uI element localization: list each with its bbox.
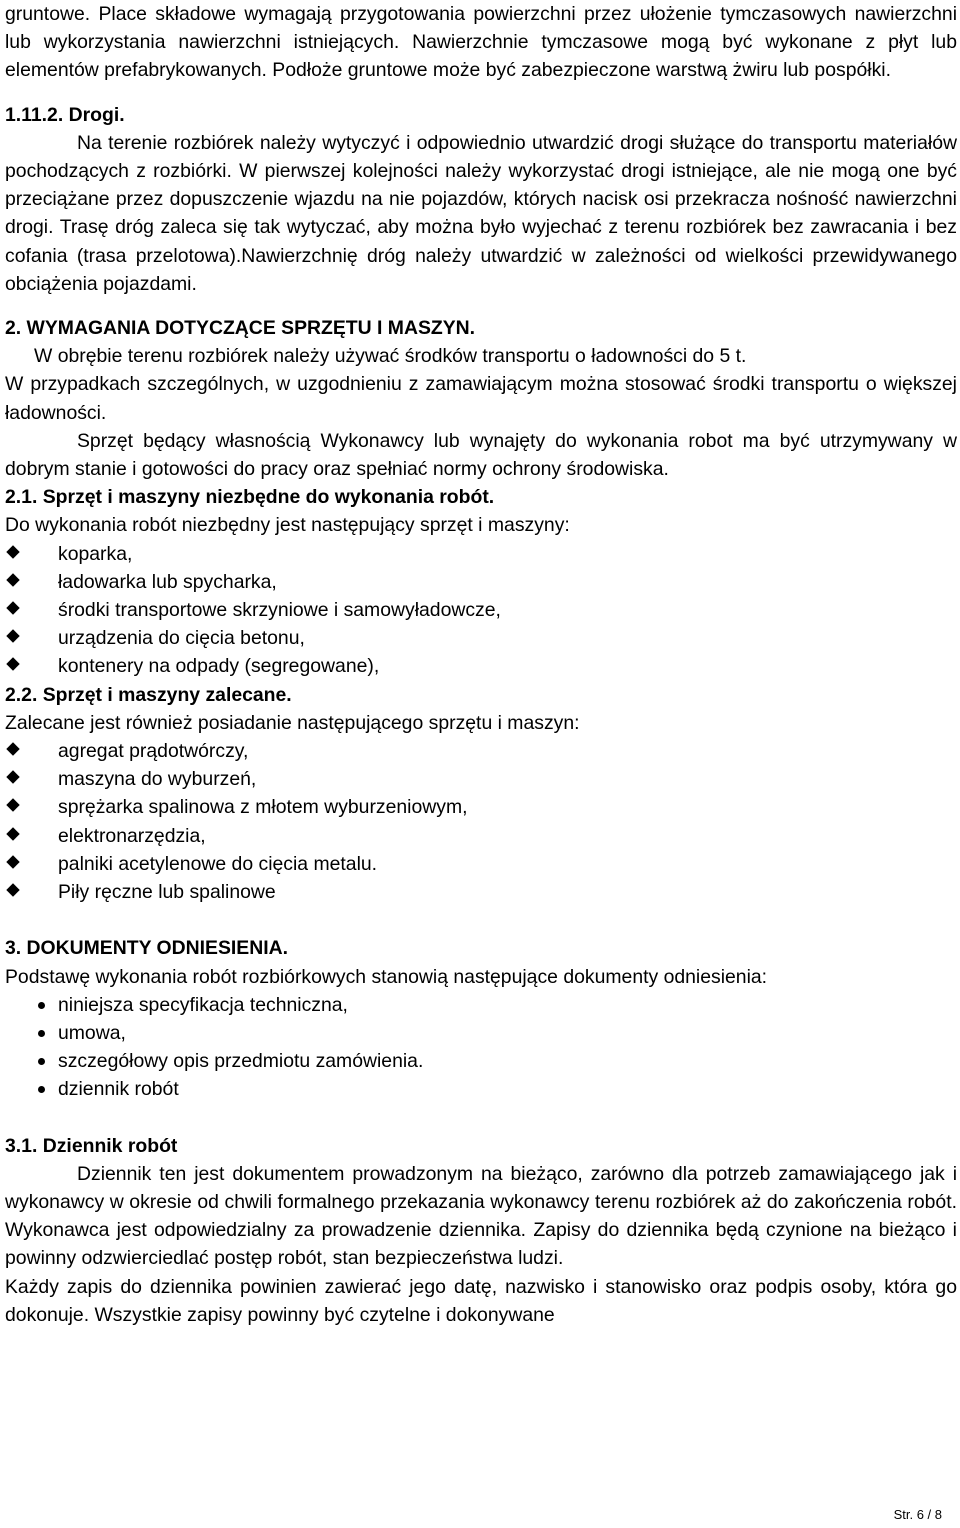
list-item: umowa,: [5, 1019, 957, 1047]
list-item: maszyna do wyburzeń,: [5, 765, 957, 793]
section-3-1-p2: Każdy zapis do dziennika powinien zawierać jego datę, nazwisko i stanowisko oraz podpis osoby, która go dokonuje. Wszystkie zapisy powinny być czytelne i dokonywane: [5, 1275, 957, 1326]
section-1-11-2-heading: 1.11.2. Drogi.: [5, 103, 125, 126]
list-item: palniki acetylenowe do cięcia metalu.: [5, 850, 957, 878]
section-2-p1: W obrębie terenu rozbiórek należy używać środków transportu o ładowności do 5 t.: [34, 345, 747, 368]
section-2-1-intro: Do wykonania robót niezbędny jest następujący sprzęt i maszyny:: [5, 514, 570, 537]
list-item: Piły ręczne lub spalinowe: [5, 878, 957, 906]
document-page: [5, 0, 957, 1329]
reference-documents-list: [5, 991, 957, 1104]
section-3-1-heading: 3.1. Dziennik robót: [5, 1134, 178, 1157]
required-equipment-list: [5, 540, 957, 681]
section-2-p2: W przypadkach szczególnych, w uzgodnieniu z zamawiającym można stosować środki transportu o większej ładowności.: [5, 373, 957, 424]
intro-paragraph: gruntowe. Place składowe wymagają przygotowania powierzchni przez ułożenie tymczasowych nawierzchni lub wykorzystania nawierzchni istniejących. Nawierzchnie tymczasowe mogą być wykonane z płyt lub elementów prefabrykowanych. Podłoże gruntowe może być zabezpieczone warstwą żwiru lub pospółki.: [5, 3, 957, 82]
page-number: Str. 6 / 8: [893, 1507, 942, 1522]
section-2-heading: 2. WYMAGANIA DOTYCZĄCE SPRZĘTU I MASZYN.: [5, 317, 476, 340]
section-2-2-heading: 2.2. Sprzęt i maszyny zalecane.: [5, 683, 292, 706]
list-item: szczegółowy opis przedmiotu zamówienia.: [5, 1047, 957, 1075]
section-2-p3: Sprzęt będący własnością Wykonawcy lub wynajęty do wykonania robot ma być utrzymywany w dobrym stanie i gotowości do pracy oraz spełniać normy ochrony środowiska.: [5, 429, 957, 481]
recommended-equipment-list: [5, 737, 957, 906]
section-1-11-2-text: Na terenie rozbiórek należy wytyczyć i odpowiednio utwardzić drogi służące do transportu materiałów pochodzących z rozbiórki. W pierwszej kolejności należy wykorzystać drogi istniejące, ale nie mogą one być przeciążane przez dopuszczenie wjazdu na nie pojazdów, których nacisk osi przekracza nośność nawierzchni drogi. Trasę dróg zaleca się tak wytyczać, aby można było wyjechać z terenu rozbiórek bez zawracania i bez cofania (trasa przelotowa).Nawierzchnię dróg należy utwardzić w zależności od wielkości przewidywanego obciążenia pojazdami.: [5, 131, 957, 295]
section-3-heading: 3. DOKUMENTY ODNIESIENIA.: [5, 937, 289, 960]
list-item: dziennik robót: [5, 1075, 957, 1103]
list-item: sprężarka spalinowa z młotem wyburzeniowym,: [5, 793, 957, 821]
list-item: koparka,: [5, 540, 957, 568]
list-item: urządzenia do cięcia betonu,: [5, 624, 957, 652]
section-2-1-heading: 2.1. Sprzęt i maszyny niezbędne do wykonania robót.: [5, 486, 495, 509]
list-item: elektronarzędzia,: [5, 822, 957, 850]
list-item: kontenery na odpady (segregowane),: [5, 652, 957, 680]
section-3-1-p1: Dziennik ten jest dokumentem prowadzonym na bieżąco, zarówno dla potrzeb zamawiającego jak i wykonawcy w okresie od chwili formalnego przekazania wykonawcy terenu rozbiórek aż do zakończenia robót. Wykonawca jest odpowiedzialny za prowadzenie dziennika. Zapisy do dziennika będą czynione na bieżąco i powinny odzwierciedlać postęp robót, stan bezpieczeństwa ludzi.: [5, 1162, 957, 1270]
list-item: agregat prądotwórczy,: [5, 737, 957, 765]
list-item: ładowarka lub spycharka,: [5, 568, 957, 596]
list-item: środki transportowe skrzyniowe i samowyładowcze,: [5, 596, 957, 624]
list-item: niniejsza specyfikacja techniczna,: [5, 991, 957, 1019]
section-3-intro: Podstawę wykonania robót rozbiórkowych stanowią następujące dokumenty odniesienia:: [5, 965, 768, 988]
section-2-2-intro: Zalecane jest również posiadanie następującego sprzętu i maszyn:: [5, 711, 580, 734]
